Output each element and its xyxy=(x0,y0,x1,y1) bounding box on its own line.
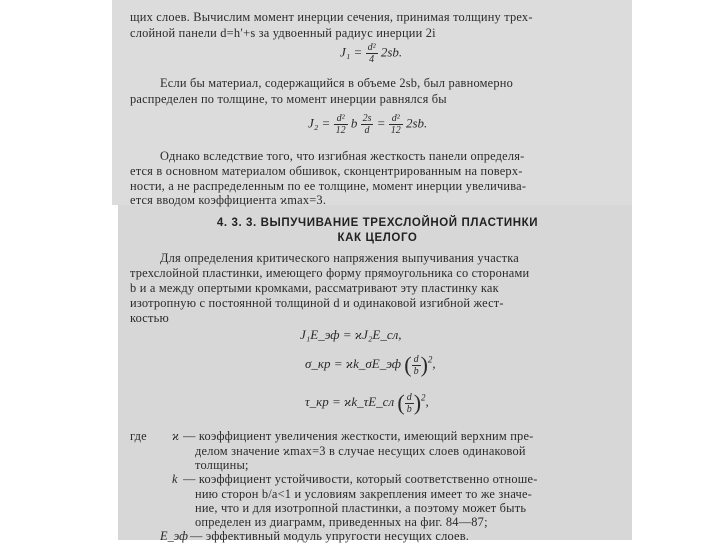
def-line: толщины; xyxy=(195,458,249,472)
text-line: b и a между опертыми кромками, рассматривают эту пластинку как xyxy=(130,281,499,295)
def-line: ние, что и для изотропной пластинки, а поэтому может быть xyxy=(195,501,527,515)
section-heading: 4. 3. 3. ВЫПУЧИВАНИЕ ТРЕХСЛОЙНОЙ ПЛАСТИНКИ xyxy=(216,217,539,229)
def-line: нию сторон b/a<1 и условиям закрепления имеет то же значе- xyxy=(195,487,533,501)
text-line: ности, а не распределенным по ее толщине, момент инерции увеличива- xyxy=(130,179,527,193)
def-symbol: E_эф xyxy=(160,529,188,543)
equation-stiffness: J₁E_эф = ϰJ₂E_сл, xyxy=(300,327,402,342)
def-symbol: ϰ xyxy=(172,429,179,443)
equation-sigma-cr: σ_кр = ϰk_σE_эф ( $\frac{d}{b}$ )$^2$, xyxy=(305,352,436,377)
def-line: — эффективный модуль упругости несущих слоев. xyxy=(190,529,470,543)
text-line: ется в основном материалом обшивок, сконцентрированным на поверх- xyxy=(130,164,523,178)
text-line: Если бы материал, содержащийся в объеме 2sb, был равномерно xyxy=(160,76,513,90)
section-heading-cont: КАК ЦЕЛОГО xyxy=(337,232,418,244)
def-line: делом значение ϰmax=3 в случае несущих слоев одинаковой xyxy=(195,444,526,458)
text-line: костью xyxy=(130,311,169,325)
text-line: распределен по толщине, то момент инерции равнялся бы xyxy=(130,92,447,106)
def-line: определен из диаграмм, приведенных на фиг. 84—87; xyxy=(195,515,488,529)
equation-tau-cr: τ_кр = ϰk_τE_сл ( $\frac{d}{b}$ )$^2$, xyxy=(305,390,429,415)
def-symbol: k xyxy=(172,472,178,486)
text-line: трехслойной пластинки, имеющего форму прямоугольника со сторонами xyxy=(130,266,530,280)
def-line: — коэффициент увеличения жесткости, имеющий верхним пре- xyxy=(183,429,534,443)
def-line: — коэффициент устойчивости, который соответственно отноше- xyxy=(183,472,538,486)
text-line: Для определения критического напряжения выпучивания участка xyxy=(160,251,519,265)
text-line: изотропную с постоянной толщиной d и одинаковой изгибной жест- xyxy=(130,296,504,310)
text-line: Однако вследствие того, что изгибная жесткость панели определя- xyxy=(160,149,525,163)
equation-j1: J₁ = $\frac{\text{d²}}{4}$ 2sb. xyxy=(340,42,403,65)
text-line: ется вводом коэффициента ϰmax=3. xyxy=(130,193,327,207)
text-line: слойной панели d=h′+s за удвоенный радиус инерции 2i xyxy=(130,26,436,40)
text-line: щих слоев. Вычислим момент инерции сечения, принимая толщину трех- xyxy=(130,10,533,24)
equation-j2: J₂ = $\frac{\text{d²}}{12}$ b $\frac{2s}{d}$ = $\frac{\text{d²}}{12}$ 2sb. xyxy=(308,113,428,136)
where-label: где xyxy=(130,429,147,443)
